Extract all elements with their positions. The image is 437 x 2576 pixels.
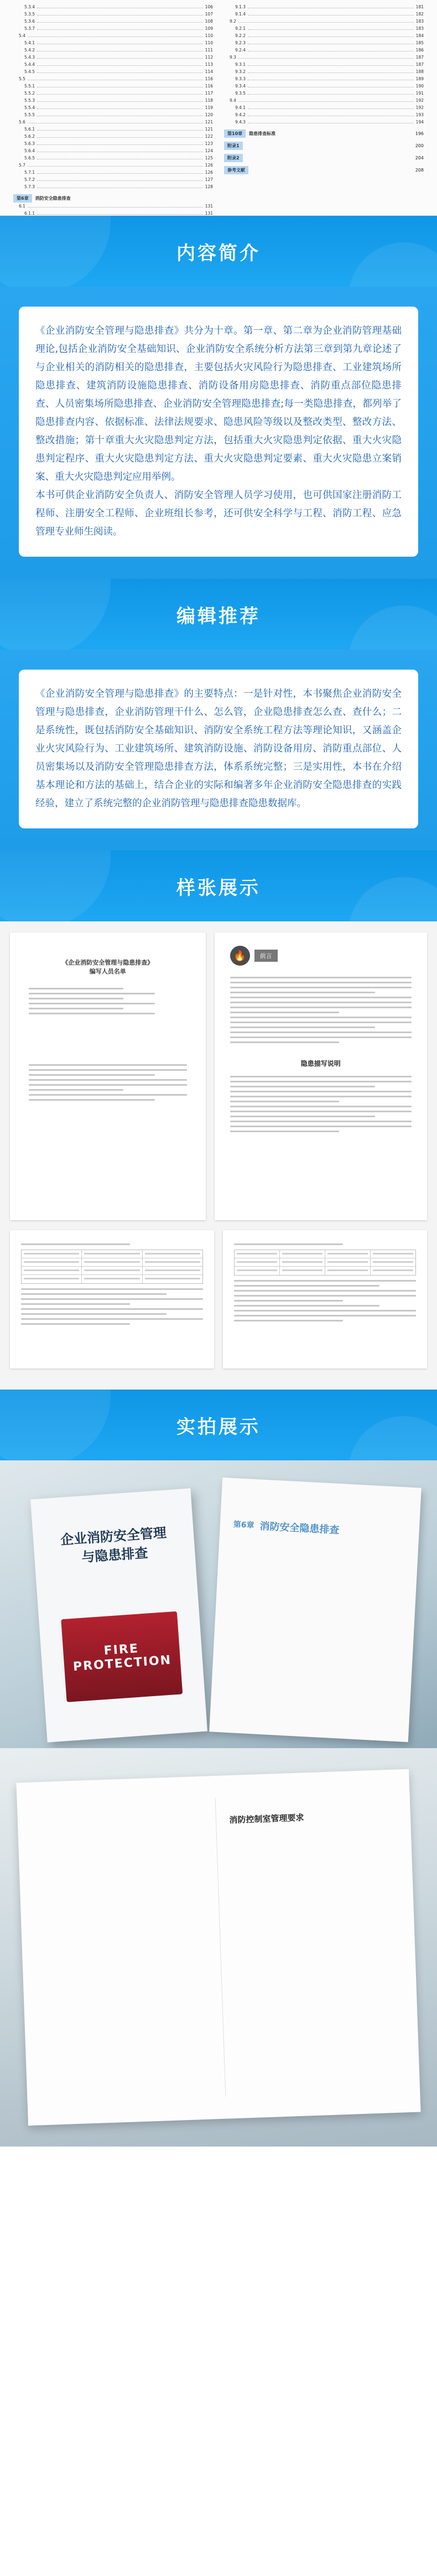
toc-entry-number: 5.3.5 [24,12,35,17]
toc-entry-number: 5.5.2 [24,91,35,96]
toc-leader-dots [37,27,203,30]
toc-entry-page: 126 [205,170,213,175]
fire-icon: 🔥 [230,946,250,966]
toc-entry [224,25,424,32]
toc-entry-page: 192 [415,98,424,103]
toc-entry-number: 6.1.1 [24,211,35,216]
toc-leader-dots [37,142,203,145]
toc-entry [13,90,213,97]
toc-entry [224,46,424,54]
sample-page-preface [215,932,427,1220]
toc-entry [13,126,213,133]
toc-chapter-heading [224,153,424,162]
toc-chapter-number: 参考文献 [224,166,248,174]
chapter-title: 消防安全隐患排查 [259,1520,340,1537]
toc-entry [13,133,213,140]
toc-entry-page: 125 [205,156,213,160]
toc-leader-dots [248,42,414,44]
toc-chapter-number: 附录2 [224,154,243,162]
toc-entry-page: 108 [205,19,213,24]
toc-entry-page: 191 [415,91,424,96]
toc-entry-page: 114 [205,69,213,74]
intro-section [0,287,437,579]
toc-entry-number: 9.3.5 [235,91,246,96]
toc-entry [13,82,213,90]
toc-entry [13,11,213,18]
toc-entry-number: 9.3.3 [235,76,246,81]
toc-leader-dots [248,92,414,95]
toc-chapter-heading [13,194,213,203]
toc-entry-number: 5.5.5 [24,112,35,117]
toc-entry-page: 118 [205,98,213,103]
toc-entry [224,39,424,46]
toc-entry-page: 117 [205,91,213,96]
toc-entry [13,46,213,54]
chapter-number: 第6章 [233,1520,254,1531]
toc-leader-dots [248,6,414,8]
photo-section [0,1460,437,2147]
toc-entry-number: 5.4.3 [24,55,35,60]
toc-entry-page: 109 [205,26,213,31]
toc-entry-number: 5.5.1 [24,84,35,89]
toc-entry [13,97,213,104]
book-cover [30,1488,207,1742]
toc-leader-dots [37,171,203,174]
toc-entry-number: 5.4.5 [24,69,35,74]
toc-entry-number: 5.4.2 [24,48,35,53]
toc-entry [13,147,213,154]
toc-entry-page: 131 [205,211,213,216]
toc-entry [13,104,213,111]
toc-entry [13,118,213,126]
toc-entry-number: 5.7.3 [24,184,35,189]
toc-leader-dots [28,121,203,123]
toc-entry-number: 9.4.1 [235,105,246,110]
toc-entry [13,176,213,183]
toc-chapter-number: 第10章 [224,129,246,138]
toc-leader-dots [37,70,203,73]
toc-entry-number: 5.7.2 [24,177,35,182]
toc-leader-dots [37,85,203,87]
toc-entry [224,3,424,11]
toc-chapter-title: 消防安全隐患排查 [35,195,71,201]
sample-page-table-1 [10,1230,214,1369]
toc-entry-page: 110 [205,40,213,45]
toc-entry [13,169,213,176]
toc-chapter-number: 第6章 [13,194,32,203]
toc-leader-dots [37,178,203,181]
toc-entry [224,68,424,75]
toc-entry-page: 119 [205,105,213,110]
toc-entry-number: 5.4 [19,33,25,38]
toc-entry-number: 5.5.4 [24,105,35,110]
toc-entry-number: 5.3.4 [24,4,35,9]
toc-leader-dots [37,113,203,116]
toc-leader-dots [37,20,203,23]
toc-entry-page: 187 [415,62,424,67]
toc-entry-number: 9.2.1 [235,26,246,31]
toc-strip [0,0,437,216]
toc-entry [224,82,424,90]
toc-entry-number: 5.7.1 [24,170,35,175]
toc-leader-dots [37,49,203,51]
toc-leader-dots [37,135,203,138]
sample-row-1 [10,932,427,1220]
toc-entry [224,61,424,68]
photo-book-cover [0,1460,437,1748]
photo-open-book [0,1748,437,2147]
toc-entry-page: 183 [415,26,424,31]
toc-right-column [218,3,429,215]
cover-fire-image [61,1611,183,1702]
toc-entry-number: 9.3.1 [235,62,246,67]
intro-banner [0,216,437,287]
toc-entry-number: 9.3 [230,55,236,60]
recommend-banner [0,579,437,650]
recommend-section [0,650,437,851]
toc-leader-dots [37,106,203,109]
cover-fire-text: FIRE PROTECTION [72,1641,172,1674]
toc-entry-page: 183 [415,19,424,24]
toc-entry-number: 9.4.3 [235,120,246,125]
toc-entry-page: 196 [415,131,424,136]
toc-entry-number: 5.5.3 [24,98,35,103]
toc-entry-page: 116 [205,84,213,89]
toc-entry-number: 5.6.2 [24,134,35,139]
toc-leader-dots [248,63,414,66]
toc-leader-dots [238,20,414,23]
toc-leader-dots [37,99,203,102]
toc-entry-number: 9.2.4 [235,48,246,53]
recommend-title: 编辑推荐 [176,605,261,628]
toc-entry [13,3,213,11]
toc-entry-page: 204 [415,155,424,160]
toc-entry-page: 111 [205,48,213,53]
toc-chapter-heading [224,165,424,174]
toc-entry-number: 6.1 [19,204,25,209]
toc-chapter-number: 附录1 [224,142,243,150]
toc-leader-dots [37,13,203,15]
toc-leader-dots [37,185,203,188]
toc-entry-page: 208 [415,167,424,173]
toc-entry [224,97,424,104]
toc-leader-dots [28,77,203,80]
sample-table-2 [234,1250,416,1276]
toc-entry [13,25,213,32]
toc-entry [13,210,213,216]
toc-leader-dots [37,149,203,152]
toc-entry [13,54,213,61]
toc-entry [224,11,424,18]
intro-title: 内容简介 [176,242,261,265]
toc-entry [224,32,424,39]
toc-entry [13,61,213,68]
toc-entry-number: 5.6 [19,120,25,125]
toc-leader-dots [28,34,203,37]
intro-card [19,307,418,557]
open-book-spread [16,1769,420,2126]
toc-entry [224,104,424,111]
toc-leader-dots [248,106,414,109]
toc-entry [224,118,424,126]
toc-leader-dots [37,6,203,8]
toc-entry-number: 5.6.1 [24,127,35,132]
toc-entry [224,18,424,25]
toc-leader-dots [248,27,414,30]
toc-entry-number: 9.3.2 [235,69,246,74]
toc-entry-number: 9.4 [230,98,236,103]
toc-entry-page: 188 [415,69,424,74]
toc-entry-page: 186 [415,48,424,53]
toc-entry [224,75,424,82]
toc-chapter-heading [224,141,424,150]
toc-entry [224,111,424,118]
toc-entry-page: 110 [205,33,213,38]
toc-entry-number: 9.4.2 [235,112,246,117]
toc-entry [224,90,424,97]
toc-leader-dots [248,70,414,73]
sample-title: 样张展示 [176,877,261,899]
toc-entry-page: 116 [205,76,213,81]
open-book-right [215,1792,400,2097]
toc-entry [13,75,213,82]
toc-entry [13,68,213,75]
toc-entry [13,154,213,162]
toc-entry-number: 5.3.6 [24,19,35,24]
toc-leader-dots [37,157,203,159]
toc-entry-number: 9.2.3 [235,40,246,45]
sample-table-1 [21,1250,203,1284]
preface-badge: 前言 [254,950,278,962]
toc-entry-number: 5.5 [19,76,25,81]
toc-entry [13,183,213,190]
toc-leader-dots [248,85,414,87]
toc-entry-page: 126 [205,163,213,168]
toc-leader-dots [238,99,414,102]
toc-entry-page: 107 [205,12,213,17]
open-chapter-heading: 消防控制室管理要求 [229,1812,304,1826]
toc-entry-page: 187 [415,55,424,60]
toc-entry-number: 5.6.4 [24,148,35,153]
editors-page-title: 《企业消防安全管理与隐患排查》 编写人员名单 [62,959,154,975]
toc-leader-dots [37,63,203,66]
sample-row-2 [10,1230,427,1369]
toc-leader-dots [248,34,414,37]
book-chapter-page [209,1478,422,1742]
toc-entry-number: 5.6.3 [24,141,35,146]
toc-entry-page: 193 [415,112,424,117]
toc-chapter-heading [224,129,424,138]
toc-entry-page: 185 [415,40,424,45]
toc-leader-dots [37,42,203,44]
toc-entry-page: 123 [205,141,213,146]
toc-entry-page: 113 [205,62,213,67]
toc-leader-dots [37,92,203,95]
toc-entry-page: 200 [415,143,424,148]
toc-entry-page: 190 [415,84,424,89]
toc-entry [13,32,213,39]
recommend-card [19,670,418,828]
toc-entry-number: 9.3.4 [235,84,246,89]
photo-title: 实拍展示 [176,1416,261,1438]
toc-entry [13,18,213,25]
sample-page-editors [10,932,206,1220]
toc-entry [224,54,424,61]
sample-banner [0,851,437,921]
toc-entry-page: 181 [415,4,424,9]
toc-entry-page: 131 [205,204,213,209]
toc-entry-number: 5.3.7 [24,26,35,31]
open-book-left [37,1798,209,2103]
recommend-text: 《企业消防安全管理与隐患排查》的主要特点：一是针对性，本书聚焦企业消防安全管理与隐患排查，企业消防管理干什么、怎么管，企业隐患排查怎么查、查什么；二是系统性，既包括消防安全基础知识、消防安全系统工程方法等理论知识，又涵盖企业火灾风险行为、工业建筑场所、建筑消防设施、消防设备用房、消防重点部位、人员密集场以及消防安全管理隐患排查方法，体系系统完整；三是实用性，本书在介绍基本理论和方法的基础上，结合企业的实际和编著多年企业消防安全隐患排查的实践经验，建立了系统完整的企业消防管理与隐患排查隐患数据库。 [35,688,402,809]
toc-entry-page: 120 [205,112,213,117]
toc-leader-dots [37,128,203,131]
toc-leader-dots [37,212,203,215]
toc-leader-dots [248,13,414,15]
toc-leader-dots [248,113,414,116]
appendix-heading: 隐患描写说明 [300,1060,341,1067]
toc-entry-number: 5.4.4 [24,62,35,67]
toc-leader-dots [37,56,203,59]
toc-entry-number: 9.1.4 [235,12,246,17]
toc-entry-page: 121 [205,120,213,125]
toc-entry-page: 124 [205,148,213,153]
toc-entry-number: 5.6.5 [24,156,35,160]
toc-entry-number: 9.2 [230,19,236,24]
toc-entry-page: 106 [205,4,213,9]
toc-entry-page: 194 [415,120,424,125]
toc-entry-page: 184 [415,33,424,38]
toc-entry [13,111,213,118]
toc-entry-page: 127 [205,177,213,182]
toc-entry-page: 128 [205,184,213,189]
toc-leader-dots [248,77,414,80]
toc-leader-dots [248,49,414,51]
toc-leader-dots [28,205,203,208]
cover-title: 企业消防安全管理 与隐患排查 [60,1524,167,1566]
toc-entry-page: 112 [205,55,213,60]
toc-entry-page: 122 [205,134,213,139]
toc-entry [13,203,213,210]
intro-text: 《企业消防安全管理与隐患排查》共分为十章。第一章、第二章为企业消防管理基础理论,包括企业消防安全基础知识、企业消防安全系统分析方法第三章到第九章论述了与企业相关的消防相关的隐患排查，主要包括火灾风险行为隐患排查、工业建筑场所隐患排查、建筑消防设施隐患排查、消防设备用房隐患排查、消防重点部位隐患排查、人员密集场所隐患排查、企业消防安全管理隐患排查;每一类隐患排查，都列举了隐患排查内容、依据标准、法律法规要求、隐患风险等级以及整改类型、整改方法、整改措施；第十章重大火灾隐患判定方法，包括重大火灾隐患判定依据、重大火灾隐患判定程序、重大火灾隐患判定方法、重大火灾隐患判定要素、重大火灾隐患立案销案、重大火灾隐患判定应用举例。 本书可供企业消防安全负责人、消防安全管理人员学习使用，也可供国家注册消防工程师、注册安全工程师、企业班组长参考，还可供安全科学与工程、消防工程、应急管理专业师生阅读。 [35,325,402,537]
sample-section [0,921,437,1390]
toc-chapter-title: 隐患排查标准 [249,131,276,136]
toc-entry-page: 192 [415,105,424,110]
toc-entry [13,162,213,169]
toc-entry-page: 182 [415,12,424,17]
toc-entry-page: 121 [205,127,213,132]
toc-entry [13,140,213,147]
toc-left-column [8,3,218,215]
photo-banner [0,1390,437,1460]
toc-entry-number: 9.1.3 [235,4,246,9]
toc-entry [13,39,213,46]
toc-leader-dots [238,56,414,59]
sample-page-table-2 [223,1230,427,1369]
toc-leader-dots [28,164,203,167]
toc-entry-number: 5.7 [19,163,25,168]
toc-entry-page: 189 [415,76,424,81]
toc-leader-dots [248,121,414,123]
toc-entry-number: 9.2.2 [235,33,246,38]
toc-entry-number: 5.4.1 [24,40,35,45]
